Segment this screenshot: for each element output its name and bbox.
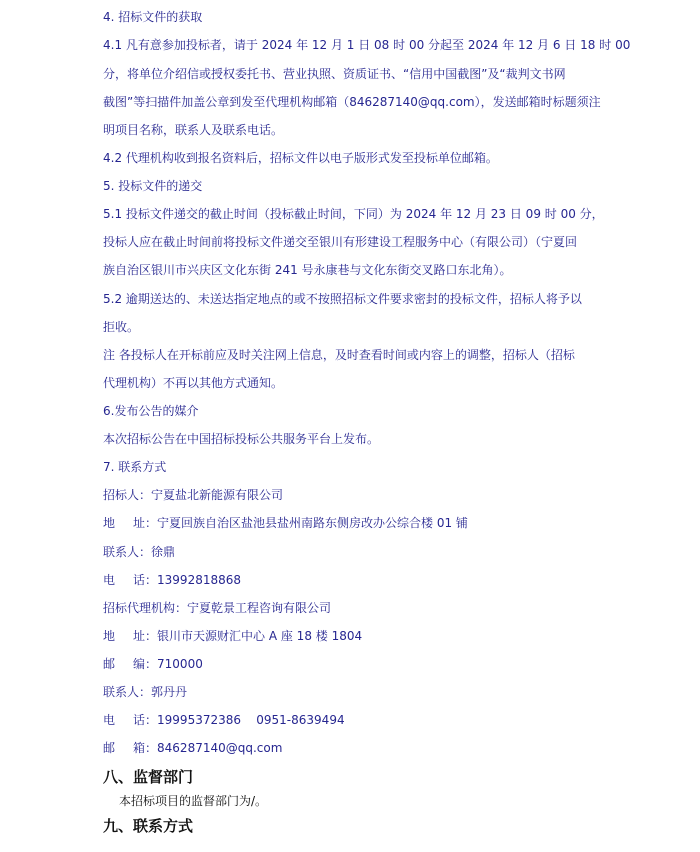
agency-email-line — [103, 741, 623, 755]
tenderer-line: 招标人：宁夏盐北新能源有限公司 — [103, 488, 284, 502]
agency-email-value: 846287140@qq.com — [157, 741, 283, 755]
section-5-title: 5. 投标文件的递交 — [103, 179, 203, 193]
section-8-heading: 八、监督部门 — [103, 768, 194, 786]
tenderer-address-line — [103, 516, 623, 530]
postcode-label-char-1: 邮 — [103, 657, 116, 671]
email-label-char-2: 箱： — [133, 741, 158, 755]
phone-label-char-1: 电 — [103, 573, 116, 587]
section-6-text: 本次招标公告在中国招标投标公共服务平台上发布。 — [103, 432, 380, 446]
note-line-1: 注 各投标人在开标前应及时关注网上信息，及时查看时间或内容上的调整，招标人（招标 — [103, 348, 575, 362]
address-label-char-2: 址： — [133, 516, 158, 530]
tenderer-phone-line — [103, 573, 623, 587]
section-5-1-line-1: 5.1 投标文件递交的截止时间（投标截止时间，下同）为 2024 年 12 月 23 日 09 时 00 分， — [103, 207, 604, 221]
agency-postcode-value: 710000 — [157, 657, 203, 671]
section-9-heading: 九、联系方式 — [103, 817, 194, 835]
section-5-2-line-2: 拒收。 — [103, 320, 140, 334]
agency-phone-line — [103, 713, 623, 727]
section-4-1-line-1: 4.1 凡有意参加投标者，请于 2024 年 12 月 1 日 08 时 00 分起至 2024 年 12 月 6 日 18 时 00 — [103, 38, 631, 52]
section-4-1-line-2: 分，将单位介绍信或授权委托书、营业执照、资质证书、“信用中国截图”及“裁判文书网 — [103, 67, 566, 81]
section-4-1-line-4: 明项目名称，联系人及联系电话。 — [103, 123, 284, 137]
agency-contact-line: 联系人：郭丹丹 — [103, 685, 188, 699]
phone-label-char-1: 电 — [103, 713, 116, 727]
address-label-char-1: 地 — [103, 516, 116, 530]
agency-phone-value: 19995372386 0951-8639494 — [157, 713, 345, 727]
agency-postcode-line — [103, 657, 623, 671]
section-7-title: 7. 联系方式 — [103, 460, 167, 474]
tenderer-address-value: 宁夏回族自治区盐池县盐州南路东侧房改办公综合楼 01 铺 — [157, 516, 468, 530]
address-label-char-2: 址： — [133, 629, 158, 643]
section-8-text: 本招标项目的监督部门为/。 — [119, 794, 268, 808]
section-5-2-line-1: 5.2 逾期送达的、未送达指定地点的或不按照招标文件要求密封的投标文件，招标人将予以 — [103, 292, 582, 306]
phone-label-char-2: 话： — [133, 713, 158, 727]
section-6-title: 6.发布公告的媒介 — [103, 404, 199, 418]
section-5-1-line-2: 投标人应在截止时间前将投标文件递交至银川有形建设工程服务中心（有限公司）（宁夏回 — [103, 235, 578, 249]
agency-address-line — [103, 629, 623, 643]
note-line-2: 代理机构）不再以其他方式通知。 — [103, 376, 284, 390]
postcode-label-char-2: 编： — [133, 657, 158, 671]
section-4-title: 4. 招标文件的获取 — [103, 10, 203, 24]
email-label-char-1: 邮 — [103, 741, 116, 755]
tenderer-phone-value: 13992818868 — [157, 573, 242, 587]
agency-line: 招标代理机构：宁夏乾景工程咨询有限公司 — [103, 601, 332, 615]
phone-label-char-2: 话： — [133, 573, 158, 587]
address-label-char-1: 地 — [103, 629, 116, 643]
section-4-1-line-3: 截图”等扫描件加盖公章到发至代理机构邮箱（846287140@qq.com），发送邮箱时标题须注 — [103, 95, 601, 109]
section-5-1-line-3: 族自治区银川市兴庆区文化东街 241 号永康巷与文化东街交叉路口东北角）。 — [103, 263, 512, 277]
tenderer-contact-line: 联系人：徐鼎 — [103, 545, 176, 559]
agency-address-value: 银川市天源财汇中心 A 座 18 楼 1804 — [157, 629, 363, 643]
section-4-2: 4.2 代理机构收到报名资料后，招标文件以电子版形式发至投标单位邮箱。 — [103, 151, 498, 165]
